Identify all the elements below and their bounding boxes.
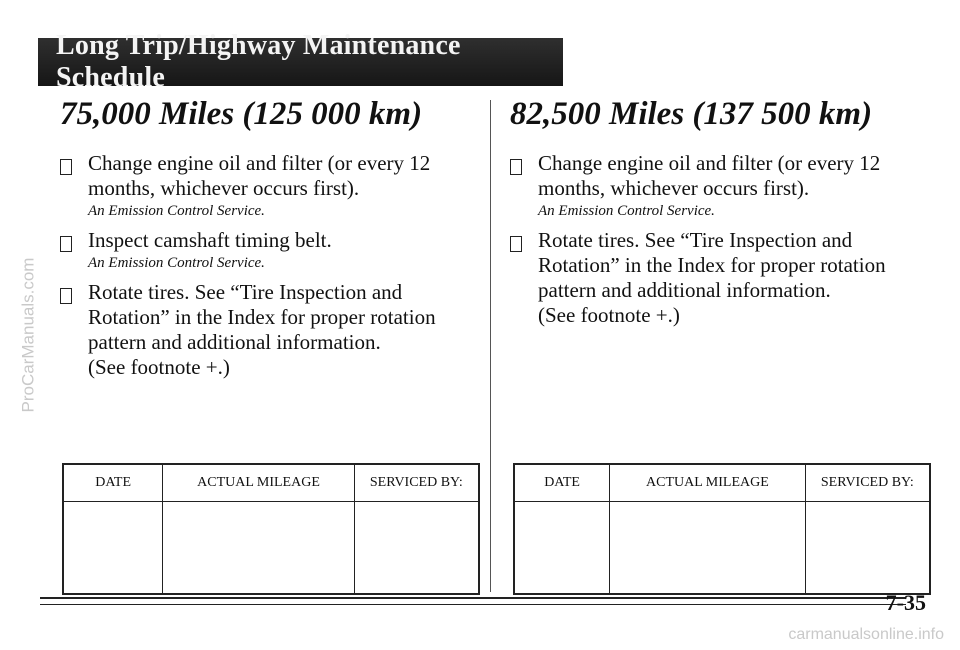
checkbox[interactable] [60,236,72,252]
item-footnote: (See footnote +.) [538,303,680,327]
checkbox[interactable] [60,288,72,304]
checklist-item [60,228,480,272]
service-record-table [62,463,480,595]
table-header-row [514,464,930,502]
item-text: Rotate tires. See “Tire Inspection and Rotation” in the Index for proper rotation pattern and additional information. [538,228,886,302]
date-cell[interactable] [514,502,610,595]
section-75000 [60,96,480,388]
service-record-table [513,463,931,595]
footer-rule [40,597,906,599]
table-row [514,502,930,595]
checklist-item [510,228,930,328]
header-band [38,30,563,93]
table-header-row [63,464,479,502]
page-title: Long Trip/Highway Maintenance Schedule [56,30,461,93]
mileage-cell[interactable] [610,502,806,595]
footer-rule [40,604,906,605]
watermark-bottom: carmanualsonline.info [788,626,944,643]
serviced-by-cell[interactable] [354,502,479,595]
column-header-serviced-by: SERVICED BY: [805,464,930,502]
checklist-item [60,151,480,220]
section-heading: 82,500 Miles (137 500 km) [510,96,873,132]
checkbox[interactable] [510,236,522,252]
item-footnote: (See footnote +.) [88,355,230,379]
section-heading: 75,000 Miles (125 000 km) [60,96,423,132]
serviced-by-cell[interactable] [805,502,930,595]
checklist-item [510,151,930,220]
column-header-date: DATE [63,464,163,502]
item-note: An Emission Control Service. [88,255,265,271]
column-header-serviced-by: SERVICED BY: [354,464,479,502]
item-note: An Emission Control Service. [88,203,265,219]
page-number: 7-35 [885,590,926,615]
item-text: Change engine oil and filter (or every 12 months, whichever occurs first). [538,151,881,200]
item-note: An Emission Control Service. [538,203,715,219]
watermark-side-text: ProCarManuals.com [18,257,38,413]
item-text: Rotate tires. See “Tire Inspection and Rotation” in the Index for proper rotation pattern and additional information. [88,280,436,354]
item-text: Inspect camshaft timing belt. [88,228,332,252]
section-82500 [510,96,930,336]
column-header-mileage: ACTUAL MILEAGE [163,464,354,502]
checkbox[interactable] [60,159,72,175]
column-divider [490,100,491,592]
column-header-mileage: ACTUAL MILEAGE [610,464,806,502]
column-header-date: DATE [514,464,610,502]
mileage-cell[interactable] [163,502,354,595]
checklist-item [60,280,480,380]
checkbox[interactable] [510,159,522,175]
table-row [63,502,479,595]
item-text: Change engine oil and filter (or every 12 months, whichever occurs first). [88,151,431,200]
date-cell[interactable] [63,502,163,595]
watermark-side [8,120,48,550]
